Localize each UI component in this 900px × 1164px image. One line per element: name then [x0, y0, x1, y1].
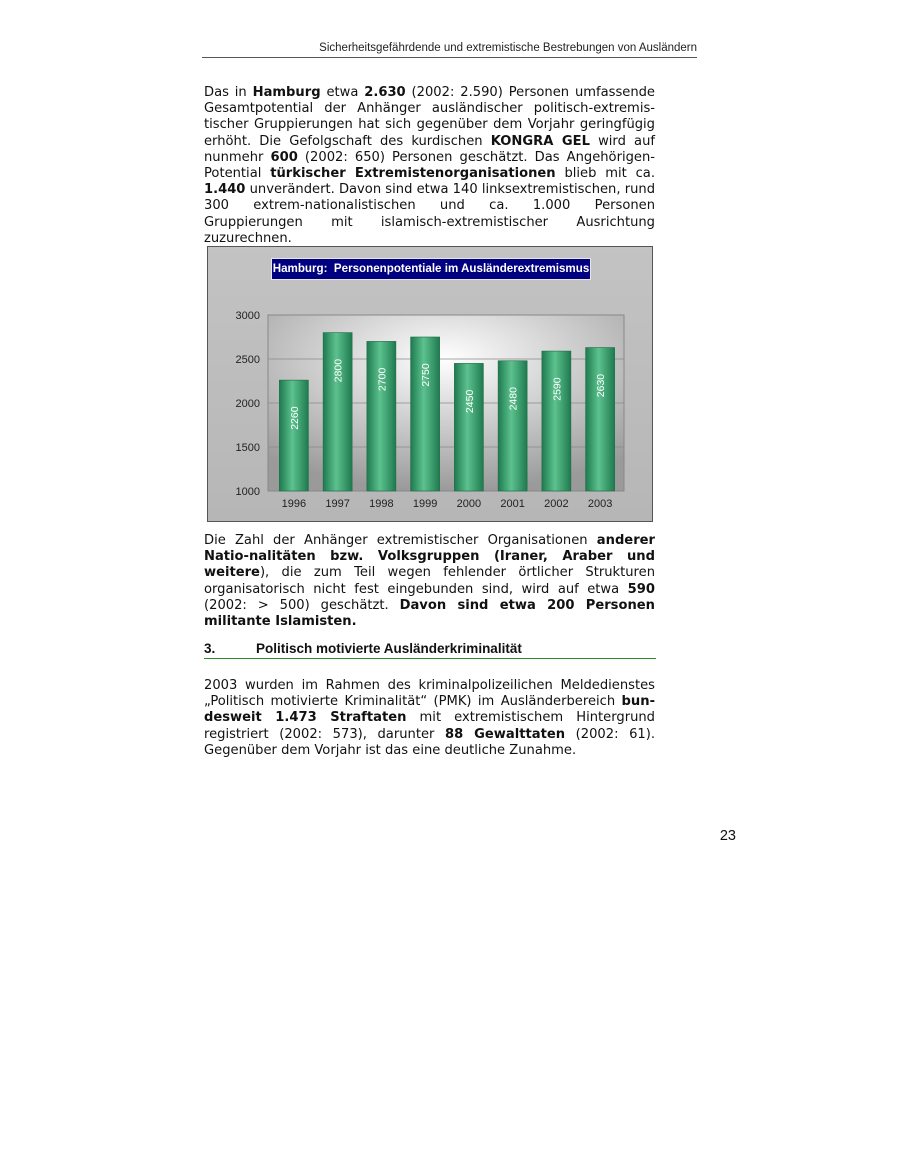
paragraph2-run: ), die zum Teil wegen fehlender örtlicher Strukturen organisatorisch nicht fest eingebunden sind, wird auf etwa — [204, 565, 655, 597]
bar-value-label: 2630 — [595, 373, 608, 398]
paragraph-hamburg-potential — [204, 85, 655, 247]
paragraph1-run: 600 — [270, 149, 298, 165]
paragraph1-run: 2.630 — [364, 85, 406, 100]
y-tick-label: 1500 — [235, 442, 260, 454]
x-tick-label: 1996 — [281, 498, 307, 510]
bar-value-label: 2260 — [288, 406, 301, 430]
paragraph2-run: Davon sind etwa 200 Personen militante Islamisten. — [204, 597, 655, 630]
bar-value-label: 2700 — [376, 367, 389, 392]
paragraph3-run: bun-desweit 1.473 Straftaten — [204, 694, 655, 726]
bar-1998 — [367, 341, 396, 491]
bar-value-label: 2590 — [551, 377, 564, 401]
paragraph1-run: wird auf nunmehr — [204, 133, 655, 165]
x-tick-label: 1998 — [369, 498, 394, 510]
section-number: 3. — [204, 641, 216, 656]
paragraph1-run: Das in — [204, 85, 253, 100]
paragraph1-run: KONGRA GEL — [490, 133, 590, 149]
paragraph1-run: unverändert. Davon sind etwa 140 linksextremistischen, rund 300 extrem-nationalistischen und ca. 1.000 Personen Gruppierungen mit islamisch-extremistischer Ausrichtung zuzurechnen. — [204, 182, 655, 246]
x-tick-label: 2000 — [456, 498, 482, 510]
paragraph3-run: 88 Gewalttaten — [444, 726, 566, 742]
page-number: 23 — [719, 828, 736, 844]
x-tick-label: 2001 — [500, 498, 525, 510]
x-tick-label: 2003 — [587, 498, 613, 510]
x-tick-label: 2002 — [544, 498, 569, 510]
paragraph1-run: blieb mit ca. — [555, 166, 655, 182]
bar-value-label: 2800 — [332, 358, 345, 383]
chart-plot — [208, 247, 652, 521]
paragraph2-run: anderer Natio-nalitäten bzw. Volksgruppen (Iraner, Araber und weitere — [204, 533, 655, 581]
paragraph1-run: türkischer Extremistenorganisationen — [270, 166, 556, 182]
bar-1999 — [411, 337, 440, 491]
y-tick-label: 2000 — [235, 398, 260, 410]
bar-value-label: 2750 — [420, 363, 433, 387]
section-heading — [204, 640, 656, 659]
paragraph2-run: 590 — [627, 581, 655, 597]
paragraph-other-nationalities — [204, 533, 655, 630]
paragraph1-run: (2002: 650) Personen geschätzt. Das Angehörigen-Potential — [204, 149, 655, 182]
bar-1997 — [323, 333, 352, 491]
x-tick-label: 1997 — [325, 498, 350, 510]
bar-2003 — [586, 348, 615, 491]
paragraph3-run: mit extremistischem Hintergrund registriert (2002: 573), darunter — [204, 710, 655, 742]
bar-2000 — [454, 363, 483, 491]
bar-1996 — [279, 380, 308, 491]
paragraph2-run: Die Zahl der Anhänger extremistischer Organisationen — [204, 533, 597, 548]
paragraph1-run: (2002: 2.590) Personen umfassende Gesamtpotential der Anhänger ausländischer politisch-extremis-tischer Gruppierungen hat sich gegenüber dem Vorjahr geringfügig erhöht. Die Gefolgschaft des kurdischen — [204, 85, 655, 149]
bar-value-label: 2480 — [507, 387, 520, 411]
y-tick-label: 3000 — [235, 310, 260, 322]
paragraph1-run: etwa — [320, 85, 365, 100]
y-tick-label: 1000 — [235, 486, 260, 498]
section-title: Politisch motivierte Ausländerkriminalität — [256, 641, 522, 656]
paragraph1-run: 1.440 — [204, 182, 246, 198]
y-tick-label: 2500 — [235, 354, 260, 366]
bar-value-label: 2450 — [463, 389, 476, 414]
paragraph2-run: (2002: > 500) geschätzt. — [204, 597, 400, 613]
running-header: Sicherheitsgefährdende und extremistische Bestrebungen von Ausländern — [202, 41, 697, 58]
x-tick-label: 1999 — [412, 498, 438, 510]
bar-chart — [207, 246, 653, 522]
chart-title: Hamburg: Personenpotentiale im Ausländerextremismus — [271, 258, 591, 280]
bar-2001 — [498, 361, 527, 491]
paragraph1-run: Hamburg — [252, 85, 321, 100]
paragraph3-run: (2002: 61). Gegenüber dem Vorjahr ist das eine deutliche Zunahme. — [204, 726, 656, 758]
bar-2002 — [542, 351, 571, 491]
paragraph3-run: 2003 wurden im Rahmen des kriminalpolizeilichen Meldedienstes „Politisch motivierte Kriminalität“ (PMK) im Ausländerbereich — [204, 678, 655, 710]
paragraph-pmk-statistics — [204, 678, 655, 759]
